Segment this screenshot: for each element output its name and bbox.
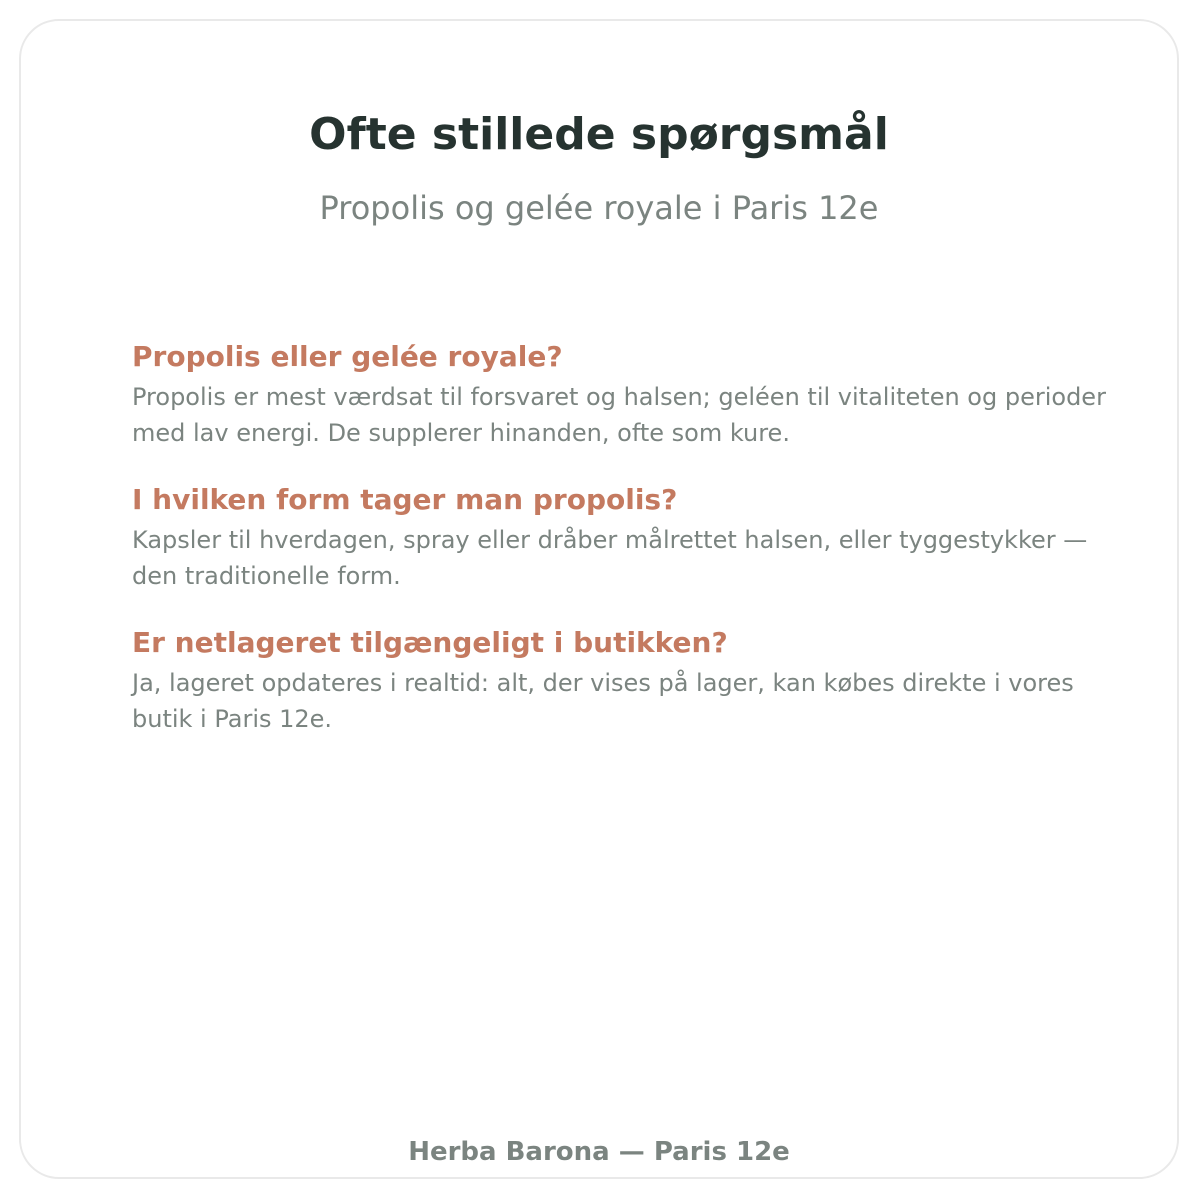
faq-answer: Kapsler til hverdagen, spray eller dråber målrettet halsen, eller tyggestykker — den traditionelle form. <box>132 526 1088 590</box>
faq-card <box>19 19 1179 1179</box>
faq-question: Propolis eller gelée royale? <box>132 340 563 373</box>
faq-answer: Propolis er mest værdsat til forsvaret og halsen; geléen til vitaliteten og perioder med lav energi. De supplerer hinanden, ofte som kure. <box>132 383 1106 447</box>
faq-item <box>132 339 1122 451</box>
faq-item <box>132 625 1122 737</box>
faq-list <box>132 339 1122 768</box>
faq-question: I hvilken form tager man propolis? <box>132 483 678 516</box>
page-title: Ofte stillede spørgsmål <box>309 109 889 160</box>
faq-answer: Ja, lageret opdateres i realtid: alt, der vises på lager, kan købes direkte i vores butik i Paris 12e. <box>132 669 1074 733</box>
footer-brand: Herba Barona — Paris 12e <box>408 1137 790 1167</box>
faq-item <box>132 482 1122 594</box>
faq-question: Er netlageret tilgængeligt i butikken? <box>132 626 728 659</box>
page-subtitle: Propolis og gelée royale i Paris 12e <box>319 189 879 227</box>
